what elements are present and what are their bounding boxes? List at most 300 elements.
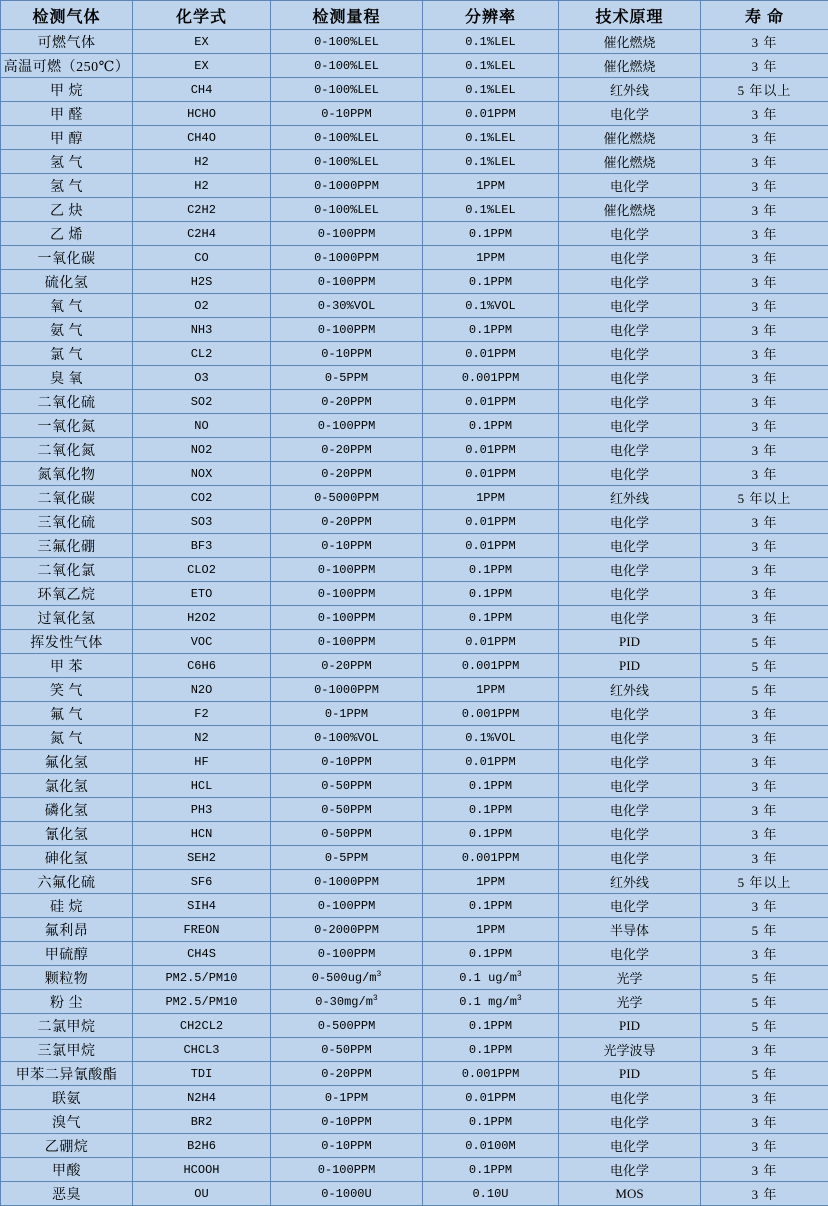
cell-technology: 电化学 xyxy=(559,774,701,798)
cell-resolution: 0.001PPM xyxy=(423,366,559,390)
cell-detection-range: 0-100PPM xyxy=(271,606,423,630)
cell-lifetime: 3 年 xyxy=(701,342,828,366)
table-row xyxy=(1,846,828,870)
cell-detection-range: 0-50PPM xyxy=(271,822,423,846)
cell-chemical-formula: HCL xyxy=(133,774,271,798)
cell-gas-name: 溴气 xyxy=(1,1110,133,1134)
cell-technology: 电化学 xyxy=(559,534,701,558)
cell-chemical-formula: CL2 xyxy=(133,342,271,366)
cell-chemical-formula: NO2 xyxy=(133,438,271,462)
cell-gas-name: 氮 气 xyxy=(1,726,133,750)
table-row xyxy=(1,366,828,390)
cell-gas-name: 甲 醛 xyxy=(1,102,133,126)
cell-detection-range: 0-100PPM xyxy=(271,414,423,438)
table-row xyxy=(1,198,828,222)
table-row xyxy=(1,150,828,174)
cell-gas-name: 过氧化氢 xyxy=(1,606,133,630)
cell-gas-name: 氧 气 xyxy=(1,294,133,318)
cell-lifetime: 5 年 xyxy=(701,990,828,1014)
cell-technology: MOS xyxy=(559,1182,701,1206)
table-row xyxy=(1,78,828,102)
cell-lifetime: 3 年 xyxy=(701,222,828,246)
cell-lifetime: 3 年 xyxy=(701,558,828,582)
cell-lifetime: 5 年以上 xyxy=(701,486,828,510)
cell-lifetime: 3 年 xyxy=(701,582,828,606)
cell-lifetime: 3 年 xyxy=(701,126,828,150)
cell-technology: 电化学 xyxy=(559,390,701,414)
table-row xyxy=(1,1014,828,1038)
header-gas-name: 检测气体 xyxy=(1,1,133,30)
cell-detection-range: 0-10PPM xyxy=(271,102,423,126)
cell-lifetime: 3 年 xyxy=(701,534,828,558)
cell-gas-name: 二氧化氯 xyxy=(1,558,133,582)
cell-resolution: 0.1PPM xyxy=(423,582,559,606)
cell-resolution: 1PPM xyxy=(423,870,559,894)
table-row xyxy=(1,774,828,798)
cell-chemical-formula: C2H2 xyxy=(133,198,271,222)
table-row xyxy=(1,534,828,558)
table-row xyxy=(1,102,828,126)
cell-chemical-formula: NOX xyxy=(133,462,271,486)
table-row xyxy=(1,30,828,54)
table-row xyxy=(1,342,828,366)
table-row xyxy=(1,438,828,462)
cell-chemical-formula: C2H4 xyxy=(133,222,271,246)
cell-technology: 电化学 xyxy=(559,318,701,342)
cell-lifetime: 3 年 xyxy=(701,318,828,342)
cell-lifetime: 3 年 xyxy=(701,390,828,414)
cell-gas-name: 颗粒物 xyxy=(1,966,133,990)
cell-chemical-formula: SIH4 xyxy=(133,894,271,918)
cell-detection-range: 0-10PPM xyxy=(271,1134,423,1158)
cell-gas-name: 氮氧化物 xyxy=(1,462,133,486)
cell-gas-name: 高温可燃（250℃） xyxy=(1,54,133,78)
cell-chemical-formula: PH3 xyxy=(133,798,271,822)
cell-technology: 电化学 xyxy=(559,798,701,822)
cell-resolution: 0.01PPM xyxy=(423,102,559,126)
cell-technology: 电化学 xyxy=(559,438,701,462)
cell-detection-range: 0-100%LEL xyxy=(271,198,423,222)
table-row xyxy=(1,990,828,1014)
table-row xyxy=(1,1086,828,1110)
cell-chemical-formula: SO2 xyxy=(133,390,271,414)
table-row xyxy=(1,966,828,990)
cell-lifetime: 3 年 xyxy=(701,750,828,774)
cell-resolution: 0.1PPM xyxy=(423,798,559,822)
cell-detection-range: 0-100PPM xyxy=(271,318,423,342)
cell-gas-name: 臭 氧 xyxy=(1,366,133,390)
table-row xyxy=(1,558,828,582)
cell-detection-range: 0-30%VOL xyxy=(271,294,423,318)
table-row xyxy=(1,678,828,702)
cell-lifetime: 3 年 xyxy=(701,198,828,222)
cell-lifetime: 3 年 xyxy=(701,1110,828,1134)
header-technology: 技术原理 xyxy=(559,1,701,30)
cell-detection-range: $0-500ug/m^3$ xyxy=(271,966,423,990)
cell-resolution: 1PPM xyxy=(423,486,559,510)
cell-chemical-formula: SO3 xyxy=(133,510,271,534)
cell-resolution: 0.1PPM xyxy=(423,942,559,966)
cell-detection-range: 0-100PPM xyxy=(271,630,423,654)
cell-lifetime: 3 年 xyxy=(701,822,828,846)
cell-technology: 电化学 xyxy=(559,414,701,438)
cell-gas-name: 氟利昂 xyxy=(1,918,133,942)
cell-gas-name: 二氯甲烷 xyxy=(1,1014,133,1038)
cell-chemical-formula: EX xyxy=(133,54,271,78)
cell-lifetime: 3 年 xyxy=(701,510,828,534)
cell-technology: 电化学 xyxy=(559,222,701,246)
table-row xyxy=(1,54,828,78)
cell-chemical-formula: TDI xyxy=(133,1062,271,1086)
cell-lifetime: 3 年 xyxy=(701,894,828,918)
cell-chemical-formula: H2O2 xyxy=(133,606,271,630)
cell-gas-name: 二氧化碳 xyxy=(1,486,133,510)
cell-technology: 电化学 xyxy=(559,510,701,534)
cell-technology: 电化学 xyxy=(559,366,701,390)
cell-lifetime: 3 年 xyxy=(701,174,828,198)
cell-detection-range: 0-100PPM xyxy=(271,894,423,918)
cell-chemical-formula: HCN xyxy=(133,822,271,846)
cell-gas-name: 挥发性气体 xyxy=(1,630,133,654)
cell-detection-range: 0-100PPM xyxy=(271,558,423,582)
cell-gas-name: 二氧化氮 xyxy=(1,438,133,462)
cell-gas-name: 氢 气 xyxy=(1,150,133,174)
table-row xyxy=(1,942,828,966)
cell-lifetime: 5 年 xyxy=(701,918,828,942)
cell-lifetime: 3 年 xyxy=(701,606,828,630)
cell-gas-name: 联氨 xyxy=(1,1086,133,1110)
cell-technology: 红外线 xyxy=(559,678,701,702)
cell-lifetime: 5 年以上 xyxy=(701,78,828,102)
cell-chemical-formula: B2H6 xyxy=(133,1134,271,1158)
cell-resolution: 0.1PPM xyxy=(423,414,559,438)
cell-technology: 电化学 xyxy=(559,558,701,582)
cell-resolution: 0.1%LEL xyxy=(423,78,559,102)
cell-detection-range: 0-100PPM xyxy=(271,1158,423,1182)
cell-resolution: 1PPM xyxy=(423,918,559,942)
cell-chemical-formula: N2O xyxy=(133,678,271,702)
cell-chemical-formula: SF6 xyxy=(133,870,271,894)
cell-technology: 红外线 xyxy=(559,870,701,894)
cell-chemical-formula: EX xyxy=(133,30,271,54)
cell-lifetime: 3 年 xyxy=(701,702,828,726)
cell-detection-range: 0-100%LEL xyxy=(271,78,423,102)
cell-detection-range: 0-2000PPM xyxy=(271,918,423,942)
cell-detection-range: 0-20PPM xyxy=(271,1062,423,1086)
cell-chemical-formula: CLO2 xyxy=(133,558,271,582)
cell-gas-name: 甲 苯 xyxy=(1,654,133,678)
cell-gas-name: 乙硼烷 xyxy=(1,1134,133,1158)
cell-detection-range: 0-5PPM xyxy=(271,366,423,390)
cell-detection-range: 0-1000PPM xyxy=(271,870,423,894)
cell-chemical-formula: VOC xyxy=(133,630,271,654)
cell-resolution: 0.01PPM xyxy=(423,750,559,774)
cell-resolution: 0.1%LEL xyxy=(423,126,559,150)
cell-detection-range: 0-1000U xyxy=(271,1182,423,1206)
cell-technology: 电化学 xyxy=(559,102,701,126)
cell-resolution: 0.1%LEL xyxy=(423,198,559,222)
cell-chemical-formula: F2 xyxy=(133,702,271,726)
cell-technology: 催化燃烧 xyxy=(559,30,701,54)
cell-resolution: 0.1PPM xyxy=(423,606,559,630)
cell-resolution: 0.1 $mg/m^3$ xyxy=(423,990,559,1014)
cell-lifetime: 3 年 xyxy=(701,1086,828,1110)
cell-gas-name: 氯 气 xyxy=(1,342,133,366)
table-row xyxy=(1,918,828,942)
cell-technology: 电化学 xyxy=(559,1158,701,1182)
cell-chemical-formula: CH4O xyxy=(133,126,271,150)
cell-gas-name: 三氯甲烷 xyxy=(1,1038,133,1062)
cell-lifetime: 3 年 xyxy=(701,1038,828,1062)
cell-technology: 催化燃烧 xyxy=(559,150,701,174)
cell-detection-range: 0-100%LEL xyxy=(271,30,423,54)
cell-resolution: 0.1PPM xyxy=(423,558,559,582)
cell-lifetime: 3 年 xyxy=(701,294,828,318)
cell-technology: 电化学 xyxy=(559,246,701,270)
table-row xyxy=(1,726,828,750)
cell-detection-range: 0-20PPM xyxy=(271,510,423,534)
table-row xyxy=(1,870,828,894)
cell-chemical-formula: BR2 xyxy=(133,1110,271,1134)
cell-technology: 电化学 xyxy=(559,270,701,294)
table-row xyxy=(1,270,828,294)
cell-resolution: 0.0100M xyxy=(423,1134,559,1158)
cell-resolution: 0.10U xyxy=(423,1182,559,1206)
cell-detection-range: 0-100PPM xyxy=(271,270,423,294)
cell-resolution: 0.1PPM xyxy=(423,270,559,294)
table-row xyxy=(1,822,828,846)
cell-chemical-formula: BF3 xyxy=(133,534,271,558)
cell-chemical-formula: H2 xyxy=(133,150,271,174)
cell-chemical-formula: FREON xyxy=(133,918,271,942)
table-row xyxy=(1,1158,828,1182)
cell-technology: 电化学 xyxy=(559,942,701,966)
cell-chemical-formula: HF xyxy=(133,750,271,774)
cell-lifetime: 5 年以上 xyxy=(701,870,828,894)
cell-resolution: 0.001PPM xyxy=(423,846,559,870)
cell-resolution: 0.01PPM xyxy=(423,510,559,534)
header-detection-range: 检测量程 xyxy=(271,1,423,30)
cell-gas-name: 氯化氢 xyxy=(1,774,133,798)
cell-technology: PID xyxy=(559,654,701,678)
cell-resolution: 0.01PPM xyxy=(423,534,559,558)
cell-lifetime: 3 年 xyxy=(701,366,828,390)
cell-technology: 电化学 xyxy=(559,606,701,630)
cell-chemical-formula: CO xyxy=(133,246,271,270)
cell-chemical-formula: ETO xyxy=(133,582,271,606)
table-row xyxy=(1,630,828,654)
cell-resolution: 0.1PPM xyxy=(423,1158,559,1182)
cell-lifetime: 5 年 xyxy=(701,1062,828,1086)
cell-resolution: 0.1PPM xyxy=(423,774,559,798)
table-row xyxy=(1,174,828,198)
cell-chemical-formula: OU xyxy=(133,1182,271,1206)
cell-resolution: 0.1%LEL xyxy=(423,54,559,78)
table-row xyxy=(1,510,828,534)
cell-gas-name: 氢 气 xyxy=(1,174,133,198)
cell-chemical-formula: H2S xyxy=(133,270,271,294)
cell-gas-name: 笑 气 xyxy=(1,678,133,702)
cell-gas-name: 硫化氢 xyxy=(1,270,133,294)
cell-chemical-formula: NH3 xyxy=(133,318,271,342)
cell-lifetime: 5 年 xyxy=(701,1014,828,1038)
cell-chemical-formula: C6H6 xyxy=(133,654,271,678)
cell-resolution: 0.001PPM xyxy=(423,1062,559,1086)
cell-resolution: 0.1%LEL xyxy=(423,150,559,174)
cell-detection-range: 0-20PPM xyxy=(271,462,423,486)
cell-technology: 电化学 xyxy=(559,582,701,606)
cell-detection-range: 0-20PPM xyxy=(271,654,423,678)
cell-gas-name: 甲苯二异氰酸酯 xyxy=(1,1062,133,1086)
cell-detection-range: 0-100%VOL xyxy=(271,726,423,750)
cell-gas-name: 可燃气体 xyxy=(1,30,133,54)
cell-technology: 电化学 xyxy=(559,1110,701,1134)
cell-resolution: 0.01PPM xyxy=(423,1086,559,1110)
cell-resolution: 1PPM xyxy=(423,174,559,198)
cell-gas-name: 甲硫醇 xyxy=(1,942,133,966)
cell-technology: 电化学 xyxy=(559,1134,701,1158)
cell-resolution: 0.1%LEL xyxy=(423,30,559,54)
cell-detection-range: 0-5PPM xyxy=(271,846,423,870)
cell-lifetime: 3 年 xyxy=(701,774,828,798)
table-row xyxy=(1,606,828,630)
table-row xyxy=(1,246,828,270)
cell-technology: 电化学 xyxy=(559,294,701,318)
table-row xyxy=(1,750,828,774)
cell-resolution: 0.1PPM xyxy=(423,222,559,246)
table-row xyxy=(1,702,828,726)
cell-detection-range: 0-1000PPM xyxy=(271,174,423,198)
cell-chemical-formula: CH4S xyxy=(133,942,271,966)
cell-detection-range: 0-100%LEL xyxy=(271,54,423,78)
cell-lifetime: 3 年 xyxy=(701,30,828,54)
table-row xyxy=(1,894,828,918)
cell-gas-name: 氰化氢 xyxy=(1,822,133,846)
cell-lifetime: 5 年 xyxy=(701,630,828,654)
cell-gas-name: 甲 烷 xyxy=(1,78,133,102)
table-row xyxy=(1,1038,828,1062)
cell-lifetime: 3 年 xyxy=(701,150,828,174)
cell-lifetime: 3 年 xyxy=(701,414,828,438)
cell-chemical-formula: O3 xyxy=(133,366,271,390)
cell-detection-range: 0-50PPM xyxy=(271,798,423,822)
cell-technology: 半导体 xyxy=(559,918,701,942)
cell-technology: 电化学 xyxy=(559,822,701,846)
cell-chemical-formula: CH4 xyxy=(133,78,271,102)
cell-resolution: 0.1PPM xyxy=(423,318,559,342)
cell-detection-range: 0-50PPM xyxy=(271,1038,423,1062)
cell-technology: 红外线 xyxy=(559,486,701,510)
cell-detection-range: 0-5000PPM xyxy=(271,486,423,510)
cell-technology: 电化学 xyxy=(559,894,701,918)
cell-chemical-formula: N2 xyxy=(133,726,271,750)
table-row xyxy=(1,1110,828,1134)
cell-lifetime: 5 年 xyxy=(701,966,828,990)
cell-gas-name: 乙 烯 xyxy=(1,222,133,246)
cell-lifetime: 3 年 xyxy=(701,462,828,486)
cell-lifetime: 5 年 xyxy=(701,678,828,702)
cell-detection-range: 0-1000PPM xyxy=(271,246,423,270)
cell-technology: 催化燃烧 xyxy=(559,126,701,150)
header-lifetime: 寿 命 xyxy=(701,1,828,30)
table-header-row xyxy=(1,1,828,30)
header-resolution: 分辨率 xyxy=(423,1,559,30)
cell-gas-name: 三氧化硫 xyxy=(1,510,133,534)
cell-resolution: 0.001PPM xyxy=(423,702,559,726)
cell-detection-range: 0-100%LEL xyxy=(271,150,423,174)
cell-lifetime: 3 年 xyxy=(701,726,828,750)
cell-technology: 光学波导 xyxy=(559,1038,701,1062)
cell-lifetime: 3 年 xyxy=(701,54,828,78)
cell-resolution: 1PPM xyxy=(423,246,559,270)
cell-resolution: 0.1PPM xyxy=(423,894,559,918)
cell-chemical-formula: CHCL3 xyxy=(133,1038,271,1062)
cell-chemical-formula: PM2.5/PM10 xyxy=(133,966,271,990)
cell-lifetime: 3 年 xyxy=(701,246,828,270)
table-row xyxy=(1,222,828,246)
cell-lifetime: 3 年 xyxy=(701,1134,828,1158)
cell-lifetime: 3 年 xyxy=(701,942,828,966)
cell-technology: 电化学 xyxy=(559,462,701,486)
cell-gas-name: 恶臭 xyxy=(1,1182,133,1206)
header-chemical-formula: 化学式 xyxy=(133,1,271,30)
cell-gas-name: 砷化氢 xyxy=(1,846,133,870)
table-row xyxy=(1,1182,828,1206)
cell-chemical-formula: PM2.5/PM10 xyxy=(133,990,271,1014)
cell-gas-name: 三氟化硼 xyxy=(1,534,133,558)
cell-gas-name: 氟 气 xyxy=(1,702,133,726)
cell-technology: 红外线 xyxy=(559,78,701,102)
cell-resolution: 0.1 $ug/m^3$ xyxy=(423,966,559,990)
cell-lifetime: 3 年 xyxy=(701,1158,828,1182)
cell-detection-range: 0-1000PPM xyxy=(271,678,423,702)
table-row xyxy=(1,486,828,510)
cell-lifetime: 5 年 xyxy=(701,654,828,678)
cell-technology: PID xyxy=(559,630,701,654)
cell-detection-range: 0-100PPM xyxy=(271,942,423,966)
cell-technology: 电化学 xyxy=(559,846,701,870)
cell-gas-name: 氟化氢 xyxy=(1,750,133,774)
cell-gas-name: 一氧化碳 xyxy=(1,246,133,270)
cell-detection-range: 0-100PPM xyxy=(271,222,423,246)
cell-technology: 光学 xyxy=(559,966,701,990)
cell-lifetime: 3 年 xyxy=(701,846,828,870)
cell-lifetime: 3 年 xyxy=(701,798,828,822)
cell-lifetime: 3 年 xyxy=(701,438,828,462)
cell-detection-range: 0-20PPM xyxy=(271,438,423,462)
cell-chemical-formula: SEH2 xyxy=(133,846,271,870)
cell-technology: 催化燃烧 xyxy=(559,54,701,78)
cell-resolution: 0.01PPM xyxy=(423,342,559,366)
table-row xyxy=(1,414,828,438)
cell-gas-name: 磷化氢 xyxy=(1,798,133,822)
cell-technology: 电化学 xyxy=(559,726,701,750)
cell-resolution: 0.1PPM xyxy=(423,1038,559,1062)
cell-chemical-formula: H2 xyxy=(133,174,271,198)
cell-technology: 电化学 xyxy=(559,342,701,366)
table-row xyxy=(1,1134,828,1158)
cell-chemical-formula: HCHO xyxy=(133,102,271,126)
table-row xyxy=(1,654,828,678)
cell-gas-name: 六氟化硫 xyxy=(1,870,133,894)
cell-chemical-formula: NO xyxy=(133,414,271,438)
cell-resolution: 0.1%VOL xyxy=(423,726,559,750)
table-row xyxy=(1,390,828,414)
table-row xyxy=(1,294,828,318)
cell-chemical-formula: O2 xyxy=(133,294,271,318)
cell-gas-name: 一氧化氮 xyxy=(1,414,133,438)
cell-resolution: 0.1%VOL xyxy=(423,294,559,318)
